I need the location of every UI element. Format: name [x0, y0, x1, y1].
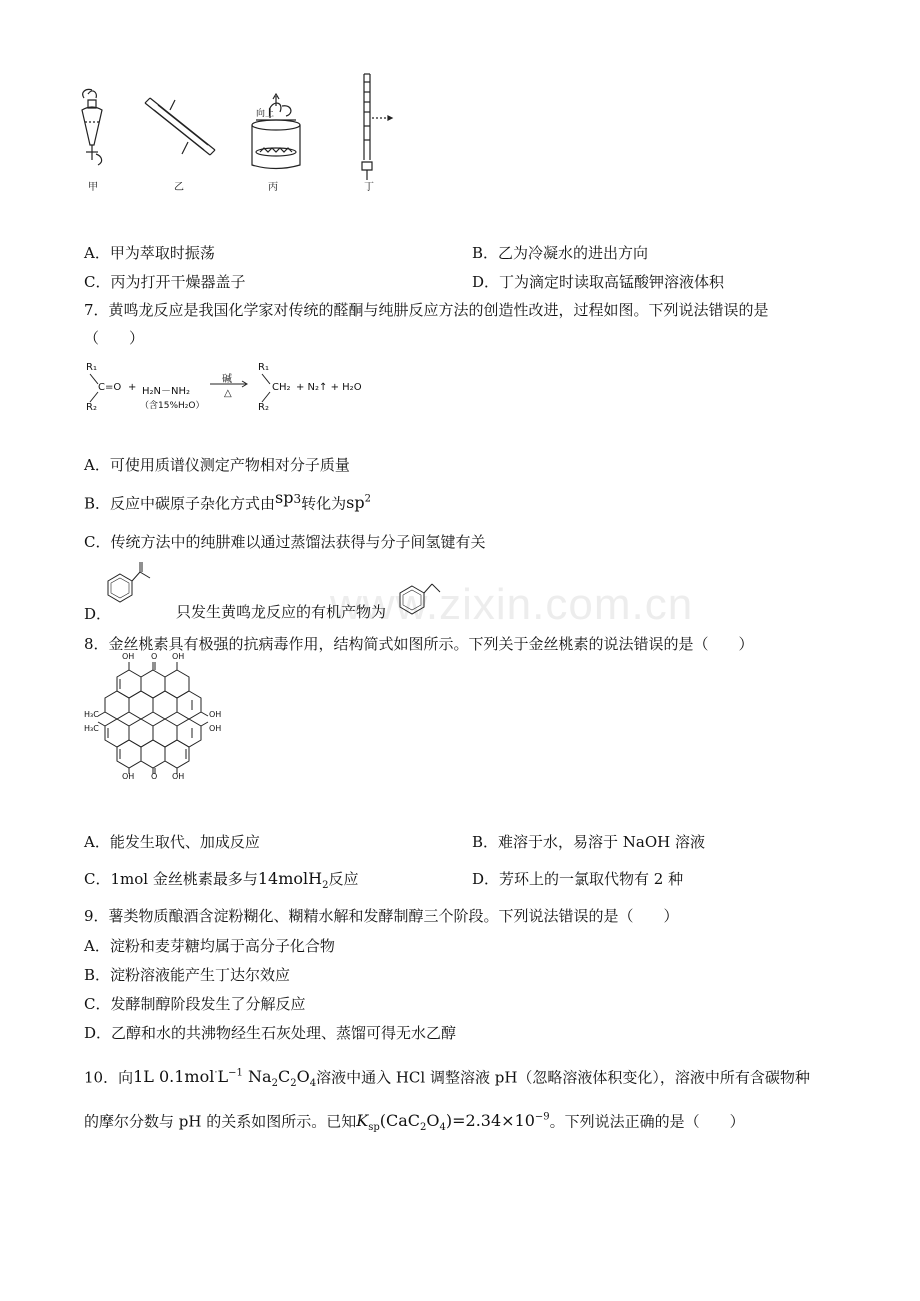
oh-bottom-right: OH — [172, 772, 185, 781]
q10-concentration: 1L $0.1mol^\cdot L^{-1}$ $Na_2C_2O_4$ — [133, 1067, 317, 1090]
q8-option-b[interactable]: B．难溶于水，易溶于 NaOH 溶液 — [472, 833, 706, 851]
label-upward: 向上 — [256, 109, 275, 119]
sp2-label: $sp^2$ — [346, 493, 371, 513]
product-r2: R₂ — [258, 402, 269, 413]
ethylbenzene-drawing — [398, 576, 448, 612]
q6-option-a[interactable]: A．甲为萃取时振荡 — [84, 244, 215, 262]
q7-option-b[interactable] — [84, 490, 371, 514]
q8-option-d[interactable]: D．芳环上的一氯取代物有 2 种 — [472, 870, 684, 888]
q7-stem: 7．黄鸣龙反应是我国化学家对传统的醛酮与纯肼反应方法的创造性改进，过程如图。下列说法错误的是 — [84, 301, 769, 319]
plus-sign: + — [128, 382, 137, 393]
hydrazine-note: （含15%H₂O） — [140, 401, 205, 411]
label-yi: 乙 — [174, 182, 184, 193]
q8-option-c[interactable] — [84, 869, 358, 896]
label-ding: 丁 — [364, 182, 374, 193]
sp3-label: sp3 — [275, 488, 302, 508]
acetophenone-drawing — [104, 560, 164, 604]
apparatus-figure — [70, 70, 410, 195]
o-bottom: O — [151, 772, 158, 781]
q10-line2-post: 。下列说法正确的是（ ） — [549, 1112, 745, 1131]
q7-option-c[interactable]: C．传统方法中的纯肼难以通过蒸馏法获得与分子间氢键有关 — [84, 533, 486, 551]
product-r1: R₁ — [258, 362, 269, 373]
q10-number: 10．向 — [84, 1068, 134, 1087]
r2-label: R₂ — [86, 402, 97, 413]
q7-b-pre: B．反应中碳原子杂化方式由 — [84, 494, 276, 513]
q7-answer-paren: （ ） — [84, 329, 145, 347]
oh-top-right: OH — [172, 652, 185, 661]
carbonyl-label: C=O — [98, 382, 122, 393]
q9-option-b[interactable]: B．淀粉溶液能产生丁达尔效应 — [84, 966, 291, 984]
o-top: O — [151, 652, 158, 661]
q10-ksp: $K_{sp}(CaC_2O_4)=2.34\times 10^{-9}$ — [356, 1111, 550, 1134]
hypericin-structure — [84, 652, 234, 782]
heat-label: △ — [224, 388, 232, 399]
apparatus-drawing — [70, 70, 410, 195]
oh-right-lower: OH — [209, 724, 222, 733]
q6-option-b[interactable]: B．乙为冷凝水的进出方向 — [472, 244, 649, 262]
q8-c-amount: 14molH$_2$ — [257, 869, 329, 892]
ch3-upper: H₃C — [84, 710, 99, 719]
q8-stem: 8．金丝桃素具有极强的抗病毒作用，结构简式如图所示。下列关于金丝桃素的说法错误的是（ ） — [84, 635, 754, 653]
label-jia: 甲 — [88, 182, 98, 193]
separatory-funnel — [82, 89, 102, 165]
burette — [362, 74, 392, 180]
products-label: + N₂↑ + H₂O — [296, 382, 362, 393]
q8-c-post: 反应 — [328, 870, 359, 888]
q8-option-a[interactable]: A．能发生取代、加成反应 — [84, 833, 260, 851]
q7-option-d-text[interactable]: 只发生黄鸣龙反应的有机产物为 — [176, 603, 387, 621]
oh-right-upper: OH — [209, 710, 222, 719]
q7-reaction-scheme — [84, 362, 374, 418]
q8-c-pre: C．1mol 金丝桃素最多与 — [84, 870, 258, 888]
r1-label: R₁ — [86, 362, 97, 373]
q9-stem: 9．薯类物质酿酒含淀粉糊化、糊精水解和发酵制醇三个阶段。下列说法错误的是（ ） — [84, 907, 679, 925]
ch3-lower: H₃C — [84, 724, 99, 733]
q9-option-a[interactable]: A．淀粉和麦芽糖均属于高分子化合物 — [84, 937, 335, 955]
oh-top-left: OH — [122, 652, 135, 661]
watermark: www.zixin.com.cn — [330, 580, 694, 629]
q10-stem-line1 — [84, 1064, 810, 1095]
q10-stem-line2 — [84, 1108, 745, 1139]
q9-option-c[interactable]: C．发酵制醇阶段发生了分解反应 — [84, 995, 306, 1013]
q6-option-d[interactable]: D．丁为滴定时读取高锰酸钾溶液体积 — [472, 273, 725, 291]
hydrazine-label: H₂N－NH₂ — [142, 386, 191, 397]
q7-b-mid: 转化为 — [301, 494, 347, 513]
q6-option-c[interactable]: C．丙为打开干燥器盖子 — [84, 273, 246, 291]
oh-bottom-left: OH — [122, 772, 135, 781]
ethylbenzene-structure — [398, 576, 448, 612]
label-bing: 丙 — [268, 182, 278, 193]
q10-line2-pre: 的摩尔分数与 pH 的关系如图所示。已知 — [84, 1112, 357, 1131]
q9-option-d[interactable]: D．乙醇和水的共沸物经生石灰处理、蒸馏可得无水乙醇 — [84, 1024, 457, 1042]
acetophenone-structure — [104, 560, 164, 604]
q7-option-a[interactable]: A．可使用质谱仪测定产物相对分子质量 — [84, 456, 350, 474]
condenser — [145, 98, 215, 155]
q7-option-d-label[interactable]: D． — [84, 605, 112, 623]
catalyst-label: 碱 — [222, 374, 232, 385]
ch2-label: CH₂ — [272, 382, 291, 393]
q10-line1-rest: 溶液中通入 HCl 调整溶液 pH（忽略溶液体积变化），溶液中所有含碳物种 — [316, 1068, 810, 1087]
